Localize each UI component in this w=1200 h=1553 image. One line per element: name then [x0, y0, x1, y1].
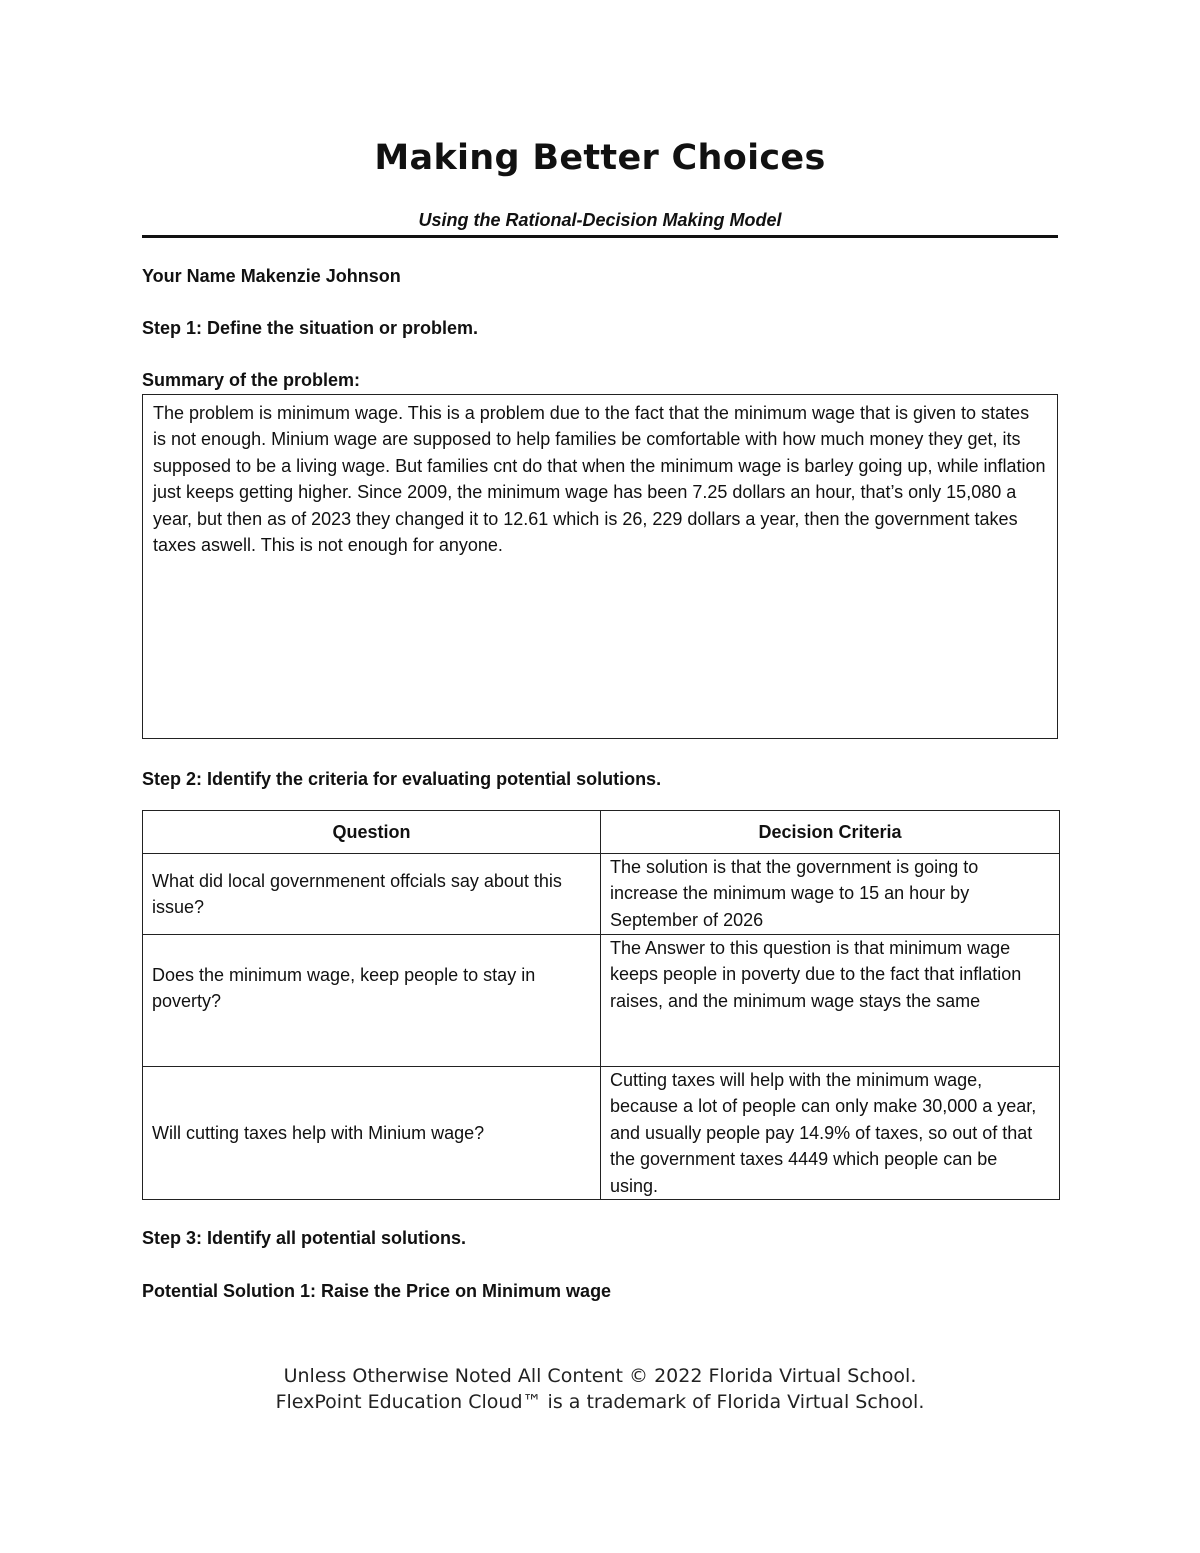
criteria-cell: Cutting taxes will help with the minimum wage, because a lot of people can only make 30,000 a year, and usually people pay 14.9% of taxes, so out of that the government taxes 4449 which people can be using. [601, 1067, 1060, 1200]
column-header-decision-criteria: Decision Criteria [601, 811, 1060, 854]
table-row [143, 854, 1060, 935]
solution1-line: Potential Solution 1: Raise the Price on Minimum wage [142, 1281, 612, 1301]
question-cell: What did local governmenent offcials say about this issue? [143, 854, 601, 935]
copyright-footer [142, 1363, 1058, 1415]
step1-heading: Step 1: Define the situation or problem. [142, 318, 479, 338]
footer-line-1: Unless Otherwise Noted All Content © 2022 Florida Virtual School. [283, 1365, 917, 1387]
document-subtitle: Using the Rational-Decision Making Model [418, 210, 782, 230]
criteria-cell: The Answer to this question is that minimum wage keeps people in poverty due to the fact that inflation raises, and the minimum wage stays the same [601, 935, 1060, 1067]
summary-box [142, 394, 1058, 739]
criteria-cell: The solution is that the government is going to increase the minimum wage to 15 an hour by September of 2026 [601, 854, 1060, 935]
table-header-row [143, 811, 1060, 854]
table-row [143, 1067, 1060, 1200]
step3-heading: Step 3: Identify all potential solutions. [142, 1228, 467, 1248]
name-line: Your Name Makenzie Johnson [142, 266, 401, 286]
criteria-table [142, 810, 1060, 1200]
summary-text: The problem is minimum wage. This is a problem due to the fact that the minimum wage that is given to states is not enough. Minium wage are supposed to help families be comfortable with how much money they get, its supposed to be a living wage. But families cnt do that when the minimum wage is barley going up, while inflation just keeps getting higher. Since 2009, the minimum wage has been 7.25 dollars an hour, that’s only 15,080 a year, but then as of 2023 they changed it to 12.61 which is 26, 229 dollars a year, then the government takes taxes aswell. This is not enough for anyone. [153, 403, 1046, 556]
title-divider [142, 235, 1058, 238]
table-row [143, 935, 1060, 1067]
column-header-question: Question [143, 811, 601, 854]
question-cell: Does the minimum wage, keep people to stay in poverty? [143, 935, 601, 1067]
step2-heading: Step 2: Identify the criteria for evaluating potential solutions. [142, 769, 662, 789]
footer-line-2: FlexPoint Education Cloud™ is a trademark of Florida Virtual School. [275, 1391, 925, 1413]
document-title: Making Better Choices [374, 138, 826, 178]
question-cell: Will cutting taxes help with Minium wage? [143, 1067, 601, 1200]
summary-label: Summary of the problem: [142, 370, 361, 390]
